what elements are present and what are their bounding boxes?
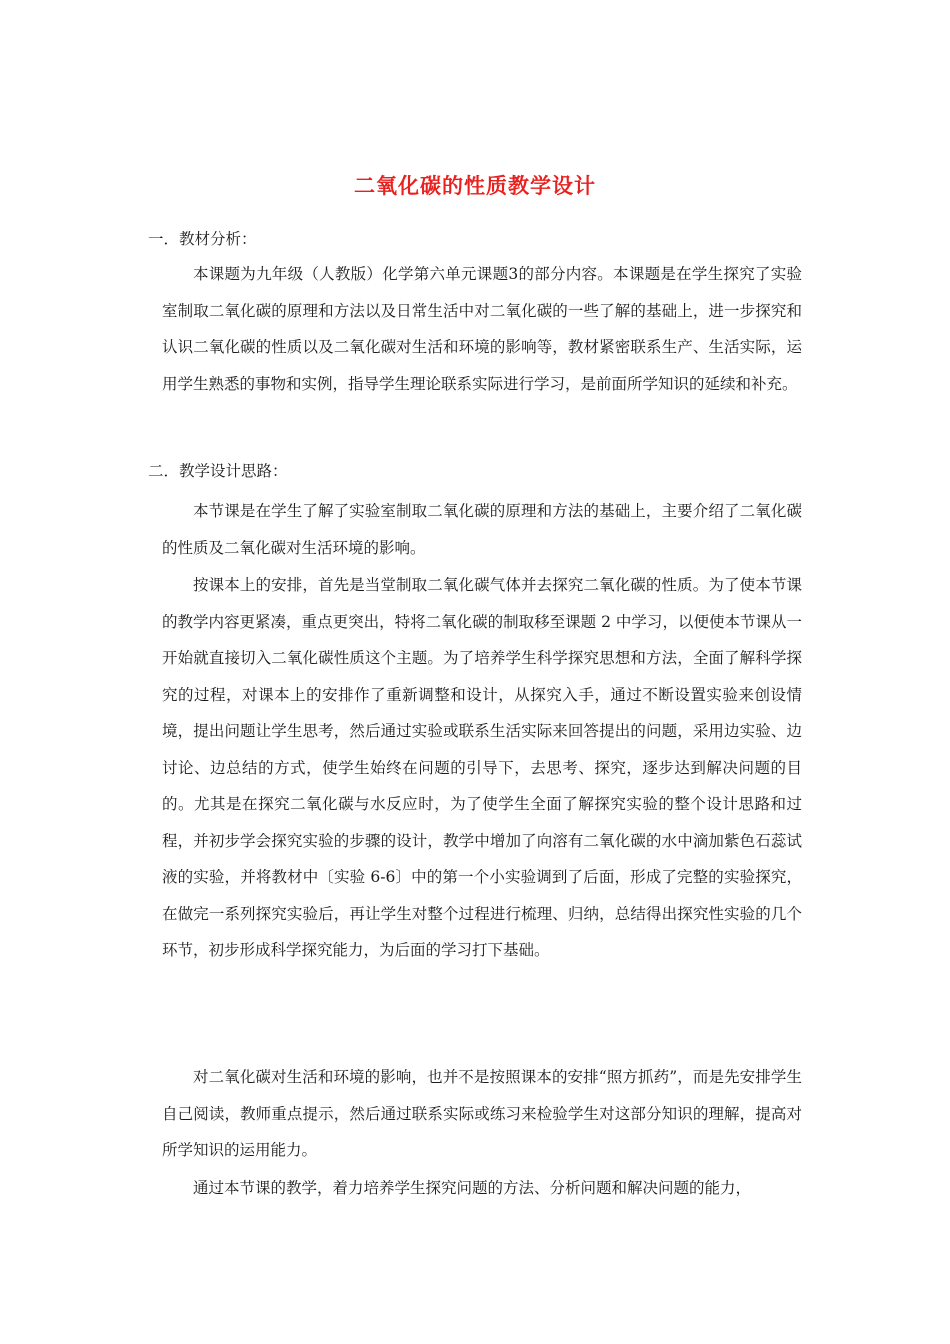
section-heading-textbook-analysis: 一．教材分析： (148, 230, 257, 248)
paragraph: 本课题为九年级（人教版）化学第六单元课题3的部分内容。本课题是在学生探究了实验室制取二氧化碳的原理和方法以及日常生活中对二氧化碳的一些了解的基础上，进一步探究和认识二氧化碳的性质以及二氧化碳对生活和环境的影响等，教材紧密联系生产、生活实际，运用学生熟悉的事物和实例，指导学生理论联系实际进行学习，是前面所学知识的延续和补充。 (162, 265, 802, 393)
section-heading-design-approach: 二．教学设计思路： (148, 462, 288, 480)
paragraph: 通过本节课的教学，着力培养学生探究问题的方法、分析问题和解决问题的能力， (193, 1179, 752, 1197)
paragraph: 按课本上的安排，首先是当堂制取二氧化碳气体并去探究二氧化碳的性质。为了使本节课的教学内容更紧凑，重点更突出，特将二氧化碳的制取移至课题 2 中学习，以便使本节课从一 开始就直接切入二氧化碳性质这个主题。为了培养学生科学探究思想和方法，全面了解科学探究的过程，对课本上的安排作了重新调整和设计，从探究入手，通过不断设置实验来创设情境，提出问题让学生思考，然后通过实验或联系生活实际来回答提出的问题，采用边实验、边讨论、边总结的方式，使学生始终在问题的引导下，去思考、探究，逐步达到解决问题的目的。尤其是在探究二氧化碳与水反应时，为了使学生全面了解探究实验的整个设计思路和过程，并初步学会探究实验的步骤的设计，教学中增加了向溶有二氧化碳的水中滴加紫色石蕊试液的实验，并将教材中〔实验 6-6〕中的第一个小实验调到了后面，形成了完整的实验探究，在做完一系列探究实验后，再让学生对整个过程进行梳理、归纳，总结得出探究性实验的几个环节，初步形成科学探究能力，为后面的学习打下基础。 (162, 576, 802, 959)
paragraph: 对二氧化碳对生活和环境的影响，也并不是按照课本的安排“照方抓药”，而是先安排学生自己阅读，教师重点提示，然后通过联系实际或练习来检验学生对这部分知识的理解，提高对所学知识的运用能力。 (162, 1068, 802, 1159)
paragraph: 本节课是在学生了解了实验室制取二氧化碳的原理和方法的基础上，主要介绍了二氧化碳的性质及二氧化碳对生活环境的影响。 (162, 502, 802, 557)
document-title: 二氧化碳的性质教学设计 (354, 174, 596, 198)
